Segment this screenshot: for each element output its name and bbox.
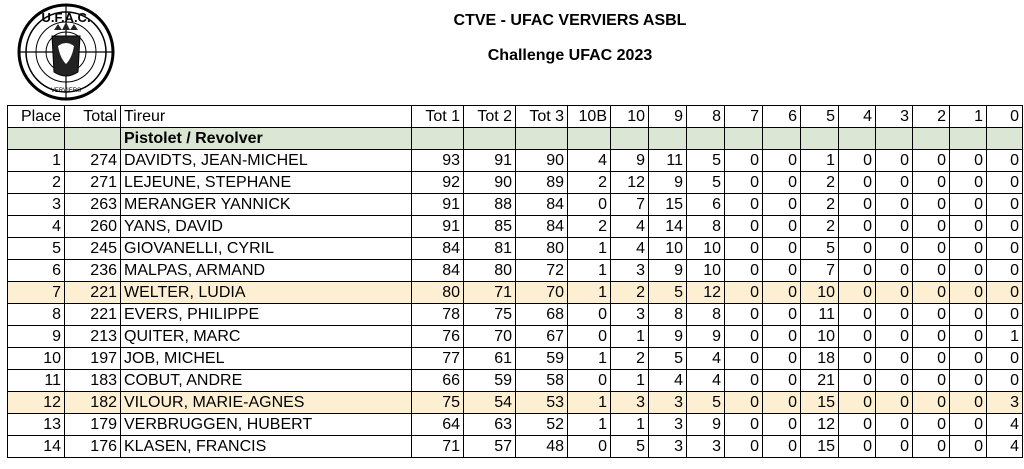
table-cell: 5 xyxy=(8,238,65,260)
table-cell: 71 xyxy=(464,282,516,304)
table-cell: 1 xyxy=(801,150,839,172)
column-header: Tot 1 xyxy=(412,106,464,128)
table-cell: 274 xyxy=(65,150,121,172)
column-header: 0 xyxy=(987,106,1023,128)
table-cell: 3 xyxy=(611,304,649,326)
table-cell: 6 xyxy=(687,194,725,216)
page-title: CTVE - UFAC VERVIERS ASBL xyxy=(453,12,687,29)
table-cell: 0 xyxy=(725,260,763,282)
table-cell: 0 xyxy=(839,370,876,392)
table-cell: 0 xyxy=(839,150,876,172)
table-cell: 0 xyxy=(725,414,763,436)
table-cell: 0 xyxy=(950,348,987,370)
table-cell: 0 xyxy=(876,172,913,194)
table-cell: 90 xyxy=(516,150,568,172)
table-cell: 0 xyxy=(876,304,913,326)
table-cell: 11 xyxy=(801,304,839,326)
table-row xyxy=(8,282,1023,304)
table-cell: 12 xyxy=(801,414,839,436)
table-cell: 4 xyxy=(687,348,725,370)
table-cell: 2 xyxy=(8,172,65,194)
table-cell: 1 xyxy=(568,392,611,414)
table-cell: 271 xyxy=(65,172,121,194)
table-cell: 0 xyxy=(763,282,801,304)
table-cell: 1 xyxy=(611,370,649,392)
table-cell: 0 xyxy=(987,238,1023,260)
table-cell: 84 xyxy=(516,216,568,238)
table-cell: 0 xyxy=(725,326,763,348)
table-row xyxy=(8,414,1023,436)
table-cell: 0 xyxy=(913,216,950,238)
table-cell: 0 xyxy=(913,348,950,370)
table-cell: 91 xyxy=(464,150,516,172)
table-cell: 260 xyxy=(65,216,121,238)
table-cell: 1 xyxy=(568,414,611,436)
table-cell: 0 xyxy=(568,194,611,216)
shooter-name: QUITER, MARC xyxy=(121,326,412,348)
table-cell: 8 xyxy=(8,304,65,326)
table-cell: 0 xyxy=(568,326,611,348)
table-cell: 0 xyxy=(763,348,801,370)
table-cell: 183 xyxy=(65,370,121,392)
table-cell: 12 xyxy=(8,392,65,414)
table-cell: 10 xyxy=(8,348,65,370)
table-cell: 0 xyxy=(763,326,801,348)
table-cell: 0 xyxy=(950,282,987,304)
table-cell: 2 xyxy=(611,348,649,370)
table-cell: 5 xyxy=(649,348,687,370)
column-header: 10B xyxy=(568,106,611,128)
column-header: 3 xyxy=(876,106,913,128)
table-cell: 0 xyxy=(725,216,763,238)
table-cell: 9 xyxy=(649,326,687,348)
table-cell: 0 xyxy=(913,194,950,216)
table-cell: 0 xyxy=(950,238,987,260)
table-cell: 1 xyxy=(568,348,611,370)
table-cell: 0 xyxy=(763,392,801,414)
table-cell: 75 xyxy=(412,392,464,414)
table-cell: 176 xyxy=(65,436,121,458)
table-cell: 10 xyxy=(687,260,725,282)
shooter-name: WELTER, LUDIA xyxy=(121,282,412,304)
table-cell: 3 xyxy=(687,436,725,458)
table-cell: 10 xyxy=(649,238,687,260)
table-cell: 0 xyxy=(839,216,876,238)
table-cell: 0 xyxy=(950,150,987,172)
table-cell: 4 xyxy=(987,414,1023,436)
table-cell: 7 xyxy=(801,260,839,282)
table-cell: 14 xyxy=(8,436,65,458)
table-cell: 85 xyxy=(464,216,516,238)
table-row xyxy=(8,392,1023,414)
table-cell: 0 xyxy=(987,260,1023,282)
shooter-name: COBUT, ANDRE xyxy=(121,370,412,392)
shooter-name: JOB, MICHEL xyxy=(121,348,412,370)
table-cell: 0 xyxy=(987,370,1023,392)
table-cell: 1 xyxy=(611,326,649,348)
table-cell: 0 xyxy=(568,370,611,392)
table-cell: 0 xyxy=(987,348,1023,370)
table-cell: 4 xyxy=(687,370,725,392)
table-cell: 0 xyxy=(839,172,876,194)
table-row xyxy=(8,326,1023,348)
table-cell: 89 xyxy=(516,172,568,194)
table-cell: 3 xyxy=(649,392,687,414)
shooter-name: MALPAS, ARMAND xyxy=(121,260,412,282)
table-cell: 0 xyxy=(725,194,763,216)
table-cell: 0 xyxy=(913,392,950,414)
table-cell: 5 xyxy=(801,238,839,260)
table-cell: 0 xyxy=(725,172,763,194)
table-cell: 91 xyxy=(412,194,464,216)
table-cell: 0 xyxy=(725,436,763,458)
table-cell: 4 xyxy=(568,150,611,172)
table-row xyxy=(8,348,1023,370)
table-cell: 0 xyxy=(950,436,987,458)
table-cell: 70 xyxy=(464,326,516,348)
table-cell: 13 xyxy=(8,414,65,436)
table-cell: 197 xyxy=(65,348,121,370)
table-cell: 4 xyxy=(649,370,687,392)
shooter-name: DAVIDTS, JEAN-MICHEL xyxy=(121,150,412,172)
table-cell: 0 xyxy=(839,260,876,282)
column-header: 9 xyxy=(649,106,687,128)
table-cell: 0 xyxy=(913,436,950,458)
table-cell: 80 xyxy=(412,282,464,304)
table-cell: 5 xyxy=(687,150,725,172)
category-label: Pistolet / Revolver xyxy=(121,128,412,150)
table-cell: 8 xyxy=(649,304,687,326)
table-cell: 0 xyxy=(839,392,876,414)
table-row xyxy=(8,370,1023,392)
table-cell: 9 xyxy=(8,326,65,348)
table-cell: 0 xyxy=(876,194,913,216)
table-cell: 21 xyxy=(801,370,839,392)
svg-text:VERVIERS: VERVIERS xyxy=(50,88,82,94)
table-cell: 9 xyxy=(649,260,687,282)
table-cell: 0 xyxy=(913,370,950,392)
table-cell: 92 xyxy=(412,172,464,194)
table-cell: 0 xyxy=(725,304,763,326)
table-cell: 2 xyxy=(568,216,611,238)
table-cell: 2 xyxy=(611,282,649,304)
table-cell: 15 xyxy=(801,436,839,458)
table-cell: 1 xyxy=(568,282,611,304)
table-cell: 3 xyxy=(649,436,687,458)
table-cell: 245 xyxy=(65,238,121,260)
shooter-name: EVERS, PHILIPPE xyxy=(121,304,412,326)
table-cell: 7 xyxy=(611,194,649,216)
table-cell: 0 xyxy=(839,194,876,216)
table-row xyxy=(8,238,1023,260)
table-cell: 0 xyxy=(725,238,763,260)
table-cell: 0 xyxy=(876,216,913,238)
category-row xyxy=(8,128,1023,150)
table-cell: 182 xyxy=(65,392,121,414)
table-cell: 0 xyxy=(987,282,1023,304)
table-cell: 0 xyxy=(876,392,913,414)
table-cell: 12 xyxy=(611,172,649,194)
table-cell: 3 xyxy=(611,260,649,282)
table-cell: 4 xyxy=(611,238,649,260)
table-cell: 0 xyxy=(763,260,801,282)
table-cell: 0 xyxy=(913,150,950,172)
table-cell: 0 xyxy=(839,348,876,370)
table-cell: 3 xyxy=(8,194,65,216)
table-cell: 3 xyxy=(987,392,1023,414)
table-cell: 57 xyxy=(464,436,516,458)
table-cell: 0 xyxy=(725,392,763,414)
table-cell: 10 xyxy=(687,238,725,260)
table-cell: 0 xyxy=(568,304,611,326)
table-cell: 3 xyxy=(649,414,687,436)
shooter-name: KLASEN, FRANCIS xyxy=(121,436,412,458)
table-cell: 15 xyxy=(649,194,687,216)
table-cell: 0 xyxy=(763,304,801,326)
table-cell: 81 xyxy=(464,238,516,260)
shooter-name: LEJEUNE, STEPHANE xyxy=(121,172,412,194)
table-cell: 11 xyxy=(8,370,65,392)
table-cell: 0 xyxy=(950,194,987,216)
table-cell: 0 xyxy=(950,304,987,326)
table-cell: 2 xyxy=(568,172,611,194)
table-cell: 10 xyxy=(801,326,839,348)
table-header-row xyxy=(8,106,1023,128)
table-cell: 5 xyxy=(687,172,725,194)
table-cell: 0 xyxy=(763,194,801,216)
table-cell: 0 xyxy=(839,238,876,260)
table-cell: 0 xyxy=(839,414,876,436)
table-row xyxy=(8,216,1023,238)
table-cell: 48 xyxy=(516,436,568,458)
table-cell: 53 xyxy=(516,392,568,414)
table-cell: 59 xyxy=(516,348,568,370)
table-cell: 78 xyxy=(412,304,464,326)
table-cell: 80 xyxy=(464,260,516,282)
table-cell: 0 xyxy=(763,216,801,238)
table-cell: 0 xyxy=(725,282,763,304)
column-header: Tot 3 xyxy=(516,106,568,128)
table-cell: 221 xyxy=(65,282,121,304)
table-cell: 0 xyxy=(913,326,950,348)
table-cell: 0 xyxy=(950,260,987,282)
table-cell: 76 xyxy=(412,326,464,348)
table-row xyxy=(8,304,1023,326)
column-header: 7 xyxy=(725,106,763,128)
table-cell: 0 xyxy=(950,326,987,348)
table-cell: 0 xyxy=(987,216,1023,238)
table-cell: 70 xyxy=(516,282,568,304)
results-table xyxy=(7,105,1023,458)
table-cell: 0 xyxy=(876,348,913,370)
table-cell: 0 xyxy=(839,304,876,326)
table-cell: 14 xyxy=(649,216,687,238)
column-header: 8 xyxy=(687,106,725,128)
table-cell: 0 xyxy=(763,370,801,392)
column-header: 6 xyxy=(763,106,801,128)
table-cell: 0 xyxy=(725,370,763,392)
table-cell: 72 xyxy=(516,260,568,282)
table-row xyxy=(8,436,1023,458)
table-cell: 9 xyxy=(687,414,725,436)
table-row xyxy=(8,172,1023,194)
table-cell: 0 xyxy=(876,260,913,282)
table-cell: 68 xyxy=(516,304,568,326)
svg-text:U.F.A.C.: U.F.A.C. xyxy=(41,10,91,25)
table-cell: 4 xyxy=(611,216,649,238)
table-cell: 77 xyxy=(412,348,464,370)
table-cell: 91 xyxy=(412,216,464,238)
table-cell: 7 xyxy=(8,282,65,304)
shooter-name: VERBRUGGEN, HUBERT xyxy=(121,414,412,436)
table-cell: 4 xyxy=(8,216,65,238)
column-header: 10 xyxy=(611,106,649,128)
table-cell: 0 xyxy=(763,238,801,260)
column-header: 4 xyxy=(839,106,876,128)
table-cell: 4 xyxy=(987,436,1023,458)
table-cell: 59 xyxy=(464,370,516,392)
table-cell: 88 xyxy=(464,194,516,216)
table-cell: 0 xyxy=(913,304,950,326)
shooter-name: VILOUR, MARIE-AGNES xyxy=(121,392,412,414)
table-cell: 221 xyxy=(65,304,121,326)
table-cell: 0 xyxy=(950,414,987,436)
ufac-logo xyxy=(16,2,116,102)
table-row xyxy=(8,194,1023,216)
table-cell: 58 xyxy=(516,370,568,392)
table-cell: 0 xyxy=(950,370,987,392)
table-cell: 9 xyxy=(649,172,687,194)
table-cell: 80 xyxy=(516,238,568,260)
table-cell: 0 xyxy=(950,172,987,194)
table-cell: 0 xyxy=(763,172,801,194)
table-cell: 71 xyxy=(412,436,464,458)
table-cell: 61 xyxy=(464,348,516,370)
table-cell: 90 xyxy=(464,172,516,194)
table-cell: 1 xyxy=(568,238,611,260)
table-cell: 0 xyxy=(839,282,876,304)
column-header: Place xyxy=(8,106,65,128)
table-row xyxy=(8,260,1023,282)
table-cell: 0 xyxy=(876,326,913,348)
table-cell: 5 xyxy=(649,282,687,304)
table-cell: 9 xyxy=(687,326,725,348)
page-subtitle: Challenge UFAC 2023 xyxy=(487,47,653,64)
table-cell: 15 xyxy=(801,392,839,414)
table-cell: 0 xyxy=(725,348,763,370)
shooter-name: MERANGER YANNICK xyxy=(121,194,412,216)
table-cell: 0 xyxy=(913,414,950,436)
table-cell: 11 xyxy=(649,150,687,172)
column-header: 5 xyxy=(801,106,839,128)
table-cell: 179 xyxy=(65,414,121,436)
table-cell: 0 xyxy=(987,194,1023,216)
table-cell: 0 xyxy=(568,436,611,458)
column-header: Tot 2 xyxy=(464,106,516,128)
table-cell: 0 xyxy=(876,150,913,172)
shooter-name: GIOVANELLI, CYRIL xyxy=(121,238,412,260)
table-cell: 66 xyxy=(412,370,464,392)
table-cell: 93 xyxy=(412,150,464,172)
table-cell: 213 xyxy=(65,326,121,348)
table-cell: 0 xyxy=(913,172,950,194)
table-cell: 5 xyxy=(687,392,725,414)
table-cell: 0 xyxy=(987,150,1023,172)
table-cell: 12 xyxy=(687,282,725,304)
table-cell: 0 xyxy=(763,414,801,436)
table-cell: 0 xyxy=(763,150,801,172)
table-cell: 0 xyxy=(876,414,913,436)
table-cell: 0 xyxy=(876,436,913,458)
table-cell: 18 xyxy=(801,348,839,370)
table-cell: 67 xyxy=(516,326,568,348)
shooter-name: YANS, DAVID xyxy=(121,216,412,238)
table-cell: 1 xyxy=(611,414,649,436)
table-cell: 10 xyxy=(801,282,839,304)
table-cell: 0 xyxy=(987,304,1023,326)
table-cell: 1 xyxy=(8,150,65,172)
table-cell: 5 xyxy=(611,436,649,458)
table-cell: 54 xyxy=(464,392,516,414)
table-cell: 84 xyxy=(412,238,464,260)
column-header: 1 xyxy=(950,106,987,128)
table-cell: 1 xyxy=(568,260,611,282)
column-header: Tireur xyxy=(121,106,412,128)
table-cell: 0 xyxy=(876,370,913,392)
table-cell: 1 xyxy=(987,326,1023,348)
table-cell: 0 xyxy=(839,436,876,458)
table-cell: 6 xyxy=(8,260,65,282)
table-cell: 9 xyxy=(611,150,649,172)
table-cell: 0 xyxy=(839,326,876,348)
table-cell: 64 xyxy=(412,414,464,436)
table-cell: 75 xyxy=(464,304,516,326)
table-cell: 0 xyxy=(876,282,913,304)
table-cell: 84 xyxy=(412,260,464,282)
table-cell: 263 xyxy=(65,194,121,216)
table-cell: 8 xyxy=(687,304,725,326)
table-cell: 8 xyxy=(687,216,725,238)
table-cell: 0 xyxy=(913,238,950,260)
table-cell: 3 xyxy=(611,392,649,414)
table-cell: 52 xyxy=(516,414,568,436)
table-cell: 0 xyxy=(950,216,987,238)
table-cell: 0 xyxy=(725,150,763,172)
table-cell: 0 xyxy=(876,238,913,260)
table-cell: 0 xyxy=(913,260,950,282)
table-cell: 84 xyxy=(516,194,568,216)
table-cell: 0 xyxy=(763,436,801,458)
table-cell: 236 xyxy=(65,260,121,282)
table-cell: 2 xyxy=(801,172,839,194)
column-header: Total xyxy=(65,106,121,128)
table-cell: 0 xyxy=(987,172,1023,194)
table-cell: 63 xyxy=(464,414,516,436)
table-cell: 0 xyxy=(913,282,950,304)
table-cell: 0 xyxy=(950,392,987,414)
table-row xyxy=(8,150,1023,172)
table-cell: 2 xyxy=(801,194,839,216)
column-header: 2 xyxy=(913,106,950,128)
table-cell: 2 xyxy=(801,216,839,238)
